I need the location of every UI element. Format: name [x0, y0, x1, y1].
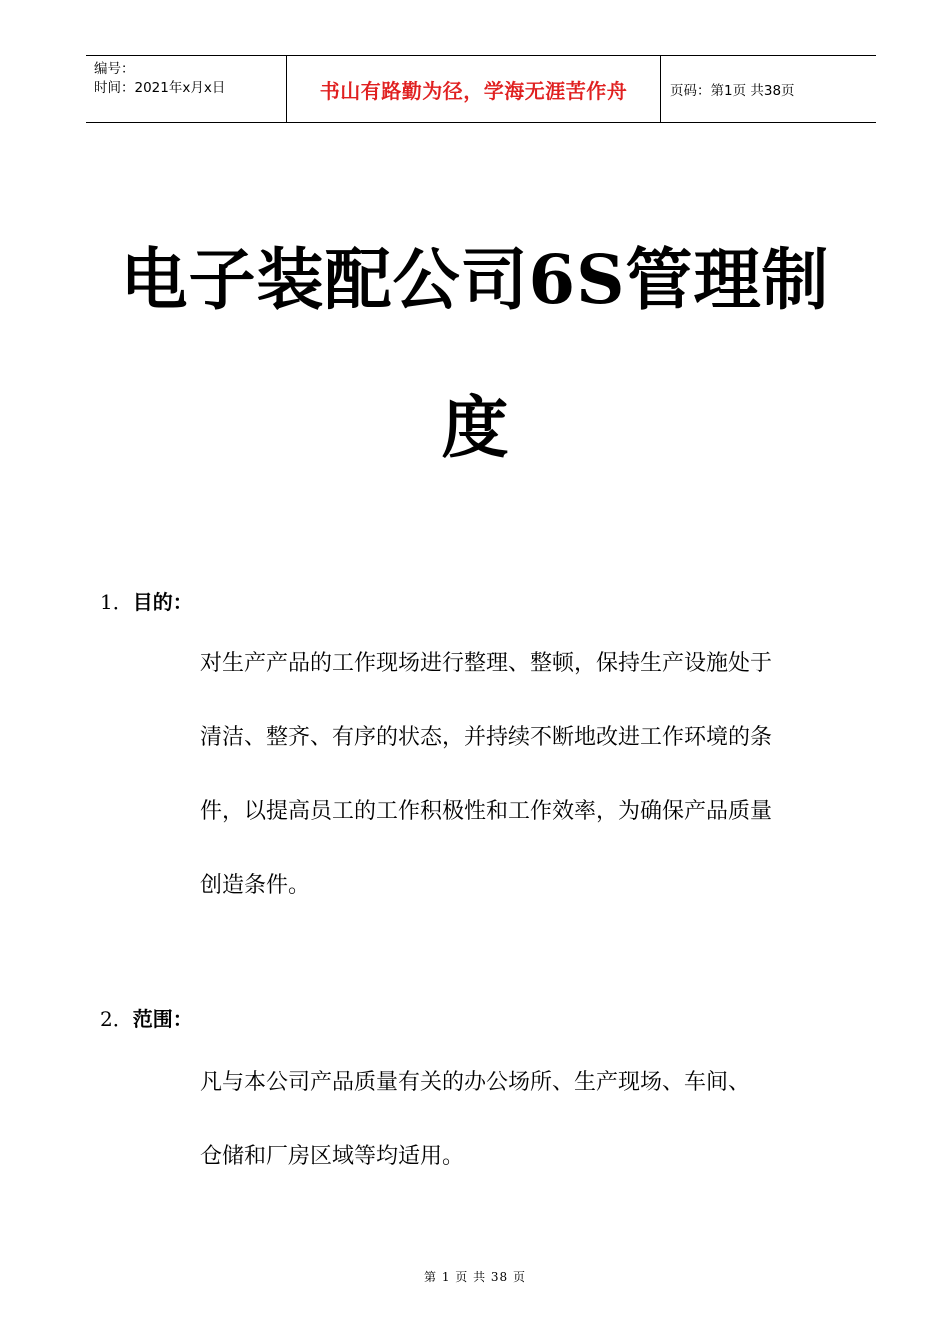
header-motto-cell: [287, 56, 661, 122]
document-title-line1: 电子装配公司6S管理制: [120, 240, 830, 319]
section-number: 2．: [100, 1007, 133, 1031]
section-title: 目的：: [132, 590, 193, 614]
header-meta-cell: [86, 56, 287, 122]
paragraph-line: 仓储和厂房区域等均适用。: [200, 1144, 465, 1169]
paragraph-line: 对生产产品的工作现场进行整理、整顿，保持生产设施处于: [200, 651, 773, 676]
page-info: 页码：第1页 共38页: [670, 83, 795, 99]
section-heading-purpose: [100, 586, 193, 615]
document-header: [86, 55, 876, 123]
section-title: 范围：: [132, 1007, 193, 1031]
serial-number-label: 编号：: [94, 61, 135, 77]
header-page-cell: [661, 56, 876, 122]
paragraph-line: 凡与本公司产品质量有关的办公场所、生产现场、车间、: [200, 1070, 751, 1095]
document-title-line2: 度: [441, 388, 509, 467]
paragraph-line: 件，以提高员工的工作积极性和工作效率，为确保产品质量: [200, 799, 773, 824]
section-heading-scope: [100, 1003, 193, 1032]
paragraph-line: 清洁、整齐、有序的状态，并持续不断地改进工作环境的条: [200, 725, 773, 750]
page-footer: 第 1 页 共 38 页: [424, 1270, 526, 1284]
section-body-scope: [200, 1046, 865, 1194]
time-label: 时间：2021年x月x日: [94, 80, 226, 96]
motto-text: 书山有路勤为径，学海无涯苦作舟: [319, 78, 628, 103]
section-body-purpose: [200, 627, 865, 923]
paragraph-line: 创造条件。: [200, 873, 311, 898]
section-number: 1．: [100, 590, 133, 614]
